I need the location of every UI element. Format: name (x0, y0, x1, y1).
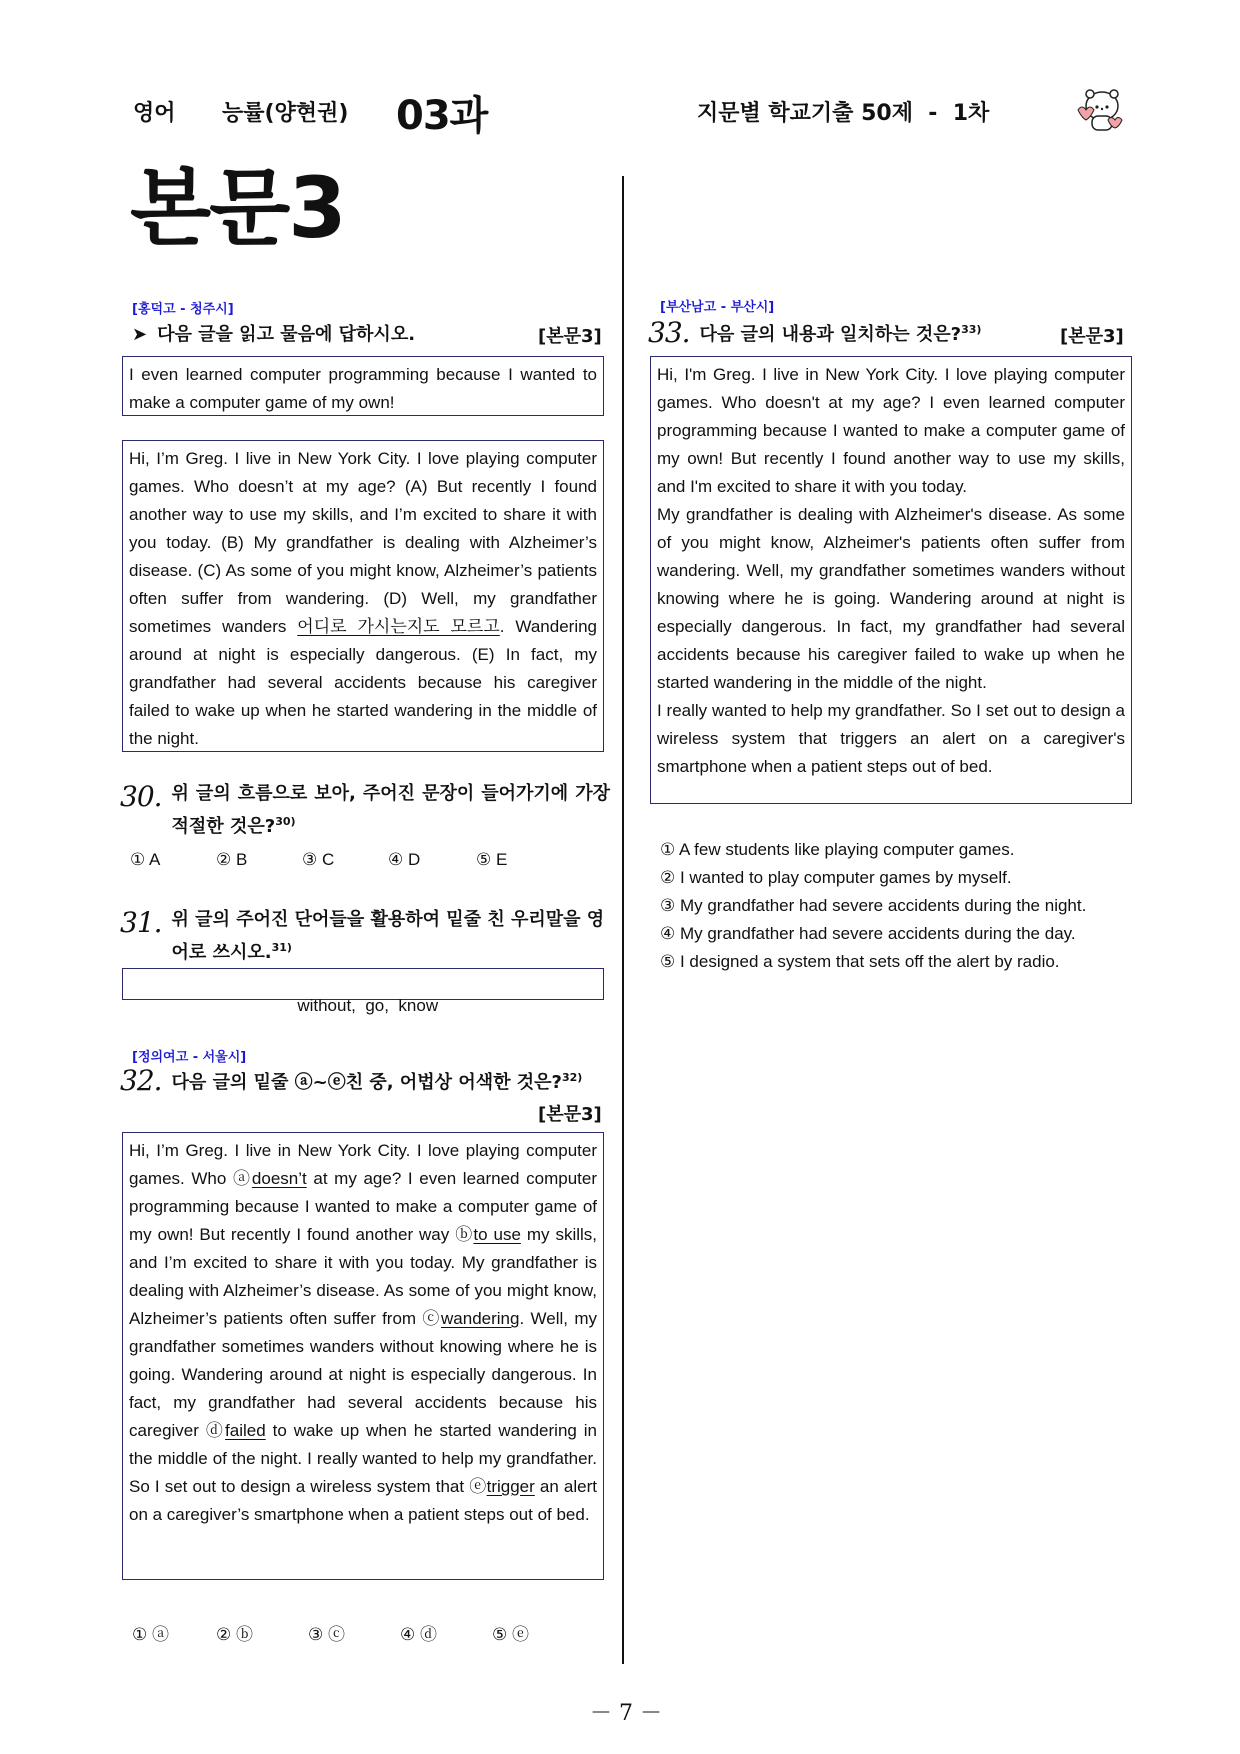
paragraph-3: I really wanted to help my grandfather. So I set out to design a wireless system that triggers an alert on a caregiver's smartphone when a patient steps out of bed. (657, 701, 1125, 776)
choices-32 (132, 1620, 576, 1645)
underlined-e: trigger (486, 1477, 535, 1496)
arrow-marker-icon: ➤ (132, 324, 148, 345)
footnote-ref: 30) (275, 815, 296, 828)
underlined-c: wandering (441, 1309, 520, 1328)
question-text: 위 글의 주어진 단어들을 활용하여 밑줄 친 우리말을 영어로 쓰시오.$^{31)}$ (171, 909, 605, 963)
footnote-ref: 31) (271, 941, 292, 954)
paragraph-2: My grandfather is dealing with Alzheimer's disease. As some of you might know, Alzheimer's patients often suffer from wandering. Well, my grandfather sometimes wanders without knowing where he is going. Wandering around at night is especially dangerous. In fact, my grandfather had several accidents because his caregiver failed to wake up when he started wandering in the middle of the night. (657, 505, 1125, 692)
question-30 (120, 780, 610, 841)
choice-5[interactable]: ⑤ E (476, 850, 508, 869)
passage-tag: [본문3] (538, 1104, 602, 1125)
choice-1[interactable]: ① A few students like playing computer games. (660, 840, 1015, 859)
passage-text: . Wandering around at night is especially dangerous. (E) In fact, my grandfather had several accidents because his caregiver failed to wake up when he started wandering in the middle of the night. (129, 617, 598, 748)
question-number: 30. (120, 780, 162, 813)
choice-3[interactable]: ③ ⓒ (308, 1625, 345, 1644)
passage-text: Hi, I’m Greg. I live in New York City. I love playing computer games. Who (129, 1141, 597, 1188)
choice-5[interactable]: ⑤ I designed a system that sets off the alert by radio. (660, 952, 1060, 971)
choice-3[interactable]: ③ C (302, 850, 335, 869)
passage-text: at my age? I even learned computer programming because I wanted to make a computer game of my own! But recently I found another way (129, 1169, 598, 1244)
question-32 (120, 1064, 610, 1097)
passage-tag: [본문3] (1060, 326, 1124, 347)
choice-4[interactable]: ④ D (388, 850, 421, 869)
instruction-line (132, 320, 415, 346)
word-bank-box (122, 968, 604, 1015)
column-divider (622, 176, 624, 1664)
given-sentence: I even learned computer programming because I wanted to make a computer game of my own! (129, 365, 597, 412)
bear-holding-hearts-icon (1072, 86, 1128, 134)
choices-33 (660, 836, 1086, 976)
question-number: 31. (120, 906, 162, 939)
source-label: [홍덕고 - 청주시] (132, 302, 234, 317)
choice-1[interactable]: ① A (130, 850, 161, 869)
underlined-b: to use (473, 1225, 521, 1244)
passage-text: Hi, I’m Greg. I live in New York City. I love playing computer games. Who doesn’t at my age? (A) But recently I found another way to use my skills, and I’m excited to share it with you today. (B) My grandfather is dealing with Alzheimer’s disease. (C) As some of you might know, Alzheimer’s patients often suffer from wandering. (D) Well, my grandfather sometimes wanders (129, 449, 597, 636)
subject-label: 영어 (133, 101, 176, 126)
series-label: 지문별 학교기출 50제 - 1차 (697, 101, 990, 126)
underlined-korean-phrase: 어디로 가시는지도 모르고 (297, 617, 500, 636)
underlined-a: doesn’t (251, 1169, 307, 1188)
passage-tag: [본문3] (538, 326, 602, 347)
choice-4[interactable]: ④ ⓓ (400, 1625, 437, 1644)
question-number: 32. (120, 1064, 162, 1097)
passage-text: to wake up when he started wandering in the middle of the night. I really wanted to help my grandfather. So I set out to design a wireless system that (129, 1421, 598, 1496)
marker-b: ⓑ (455, 1225, 474, 1244)
word-bank: without, go, know (297, 996, 439, 1015)
given-sentence-box (122, 356, 604, 416)
choice-5[interactable]: ⑤ ⓔ (492, 1625, 529, 1644)
page-number: － 7 － (590, 1701, 662, 1726)
choice-2[interactable]: ② B (216, 850, 248, 869)
page-title: 본문3 (130, 159, 345, 257)
underlined-d: failed (225, 1421, 266, 1440)
footnote-ref: 32) (561, 1071, 583, 1084)
choice-2[interactable]: ② I wanted to play computer games by myself. (660, 868, 1012, 887)
passage-text: my skills, and I’m excited to share it with you today. My grandfather is dealing with Alzheimer’s disease. As some of you might know, Alzheimer’s patients often suffer from (129, 1225, 597, 1328)
question-text: 위 글의 흐름으로 보아, 주어진 문장이 들어가기에 가장 적절한 것은?$^{30)}$ (171, 783, 610, 837)
choices-30 (130, 850, 562, 870)
choice-1[interactable]: ① ⓐ (132, 1625, 169, 1644)
textbook-label: 능률(양현권) (222, 101, 349, 126)
passage-box-32 (122, 1132, 604, 1580)
question-text: 다음 글의 내용과 일치하는 것은?$^{33)}$ (699, 323, 982, 345)
source-label: [정의여고 - 서울시] (132, 1050, 247, 1065)
marker-a: ⓐ (232, 1169, 252, 1188)
marker-c: ⓒ (422, 1309, 442, 1328)
question-number: 33. (648, 316, 690, 349)
question-text: 다음 글의 밑줄 ⓐ~ⓔ친 중, 어법상 어색한 것은?$^{32)}$ (171, 1071, 583, 1093)
question-31 (120, 906, 610, 967)
marker-e: ⓔ (469, 1477, 487, 1496)
source-label: [부산남고 - 부산시] (660, 300, 775, 315)
paragraph-1: Hi, I'm Greg. I live in New York City. I love playing computer games. Who doesn't at my age? I even learned computer programming because I wanted to make a computer game of my own! But recently I found another way to use my skills, and I'm excited to share it with you today. (657, 365, 1125, 496)
lesson-label: 03과 (396, 93, 488, 139)
choice-4[interactable]: ④ My grandfather had severe accidents during the day. (660, 924, 1076, 943)
instruction-text: 다음 글을 읽고 물음에 답하시오. (157, 324, 416, 345)
passage-text: an alert on a caregiver’s smartphone when a patient steps out of bed. (129, 1477, 597, 1524)
passage-box-33 (650, 356, 1132, 804)
choice-3[interactable]: ③ My grandfather had severe accidents during the night. (660, 896, 1087, 915)
passage-box (122, 440, 604, 752)
question-33 (648, 316, 1128, 349)
footnote-ref: 33) (961, 323, 982, 336)
marker-d: ⓓ (205, 1421, 226, 1440)
passage-text: . Well, my grandfather sometimes wanders without knowing where he is going. Wandering around at night is especially dangerous. In fact, my grandfather had several accidents because his caregiver (129, 1309, 597, 1440)
choice-2[interactable]: ② ⓑ (216, 1625, 253, 1644)
